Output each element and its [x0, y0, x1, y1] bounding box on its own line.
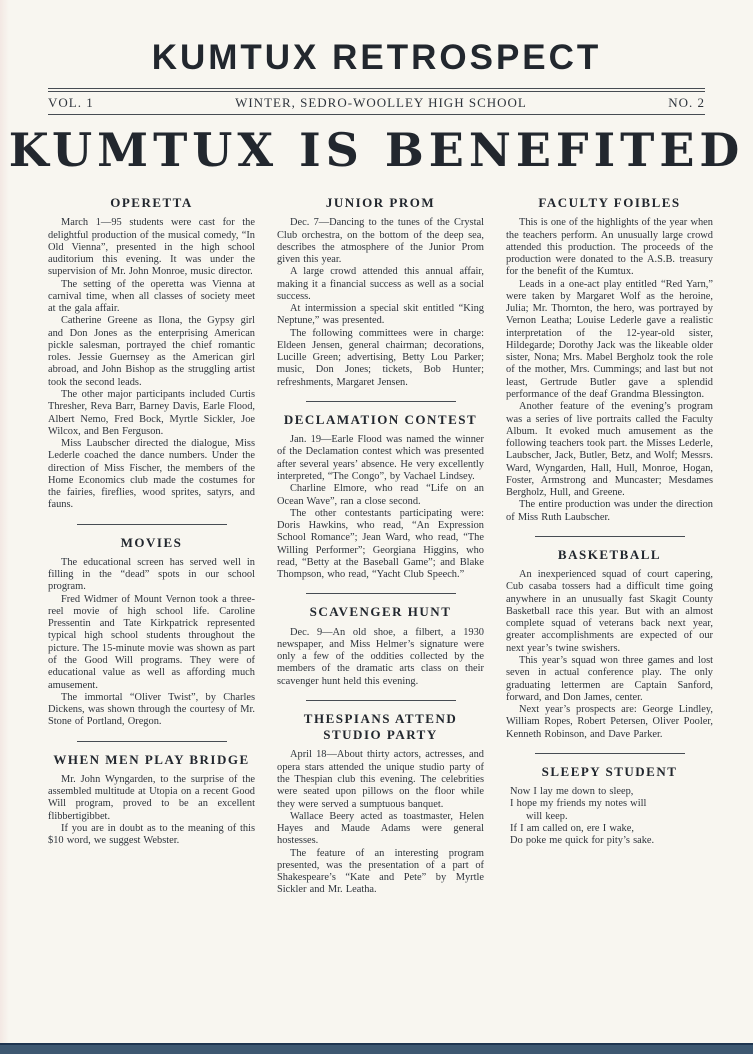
article-paragraph: Dec. 9—An old shoe, a filbert, a 1930 newspaper, and Miss Helmer’s signature were only a few of the oddities collected by the members of the dramatic arts class on their scavenger hunt held this evening. — [277, 626, 484, 687]
poem-line: Do poke me quick for pity’s sake. — [510, 835, 655, 847]
article-paragraph: Leads in a one-act play entitled “Red Yarn,” were taken by Margaret Wolf as the heroine, Julia; Mr. Thornton, the hero, was portrayed by Vernon Leatha; Louise Lederle gave a realistic interpretation of the 12-year-old sister, Hildegarde; Dorothy Jack was the likeable older sister, Nona; Mrs. Mabel Bergholz took the role of the mother, Mrs. Cummings; and last but not least, Gertrude Butler gave a splendid performance of the deaf Grandma Blessington. — [506, 278, 713, 400]
article-paragraph: Charline Elmore, who read “Life on an Ocean Wave”, ran a close second. — [277, 483, 484, 507]
article-title: OPERETTA — [110, 195, 193, 210]
article-paragraph: This year’s squad won three games and lost seven in actual conference play. The only graduating lettermen are Captain Sanford, forward, and Don James, center. — [506, 655, 713, 703]
article-paragraph: At intermission a special skit entitled “King Neptune,” was presented. — [277, 303, 484, 327]
volume-label: VOL. 1 — [48, 95, 94, 110]
infobar-bottom-rule — [48, 114, 705, 115]
news-columns — [0, 187, 753, 899]
article-paragraph: Another feature of the evening’s program was a series of live portraits called the Faculty Album. It evoked much amusement as the following teachers took part. the Misses Lederle, Laubscher, Jack, Butler, Betz, and Wolf; Messrs. Ward, Wyngarden, Hall, Hull, Monroe, Hogan, Foster, Armstrong and Muncaster; Mesdames Bergholz, Hull, and Greene. — [506, 401, 713, 499]
article-divider — [77, 524, 227, 525]
article-title: BASKETBALL — [557, 546, 662, 562]
article-title: MOVIES — [120, 534, 183, 550]
article-divider — [306, 401, 456, 402]
article-paragraph: Wallace Beery acted as toastmaster, Helen Hayes and Maude Adams were general hostesses. — [277, 810, 484, 847]
article-paragraph: The setting of the operetta was Vienna at carnival time, when all classes of society meet at the gala affair. — [48, 278, 255, 315]
poem-line: Now I lay me down to sleep, — [510, 786, 634, 798]
article-title: THESPIANS ATTEND STUDIO PARTY — [303, 710, 458, 743]
article-title: SCAVENGER HUNT — [309, 604, 452, 620]
page-bottom-strip — [0, 1043, 753, 1054]
article-paragraph: Miss Laubscher directed the dialogue, Miss Lederle coached the dance numbers. Under the direction of Miss Fischer, the members of the Home Economics club made the costumes for the fairies, fireflies, wood sprites, satyrs, and fauns. — [48, 438, 255, 511]
article-title: WHEN MEN PLAY BRIDGE — [53, 751, 250, 767]
article-paragraph: An inexperienced squad of court capering, Cub casaba tossers had a difficult time going anywhere in an unusually fast Skagit County Basketball race this year. But with an almost complete squad of veterans back next year, greater accomplishments are expected of our next year’s twine swishers. — [506, 569, 713, 654]
article-title: SLEEPY STUDENT — [541, 763, 678, 779]
article-paragraph: The immortal “Oliver Twist”, by Charles Dickens, was shown through the courtesy of Mr. Stone of Portland, Oregon. — [48, 691, 255, 728]
article-paragraph: The educational screen has served well in filling in the “dead” spots in our school program. — [48, 556, 255, 593]
article-paragraph: The entire production was under the direction of Miss Ruth Laubscher. — [506, 499, 713, 523]
news-column-3 — [506, 191, 713, 899]
article-junior-prom — [277, 195, 484, 389]
masthead-rule — [48, 88, 705, 92]
article-thespians-studio-party — [277, 711, 484, 897]
article-sleepy-student — [506, 764, 713, 848]
article-paragraph: A large crowd attended this annual affair, making it a financial success as well as a social success. — [277, 266, 484, 302]
poem-line: will keep. — [526, 810, 568, 822]
article-paragraph: Fred Widmer of Mount Vernon took a three-reel movie of high school life. Caroline Pressentin and Tate Kirkpatrick represented typical high school students throughout the picture. The 15-minute movie was shown as part of the Good Will programs. They were of educational value as well as affording much amusement. — [48, 593, 255, 691]
article-paragraph: March 1—95 students were cast for the delightful production of the musical comedy, “In Old Vienna”, presented in the high school auditorium this evening. It was under the supervision of Mr. John Monroe, music director. — [48, 217, 255, 278]
article-divider — [306, 593, 456, 594]
masthead-title: KUMTUX RETROSPECT — [151, 38, 602, 77]
poem-line: I hope my friends my notes will — [510, 798, 647, 810]
article-title: DECLAMATION CONTEST — [283, 411, 478, 427]
article-paragraph: Mr. John Wyngarden, to the surprise of the assembled multitude at Utopia on a recent Good Will program, proved to be an excellent flibbertigibbet. — [48, 773, 255, 822]
article-paragraph: The other major participants included Curtis Thresher, Reva Barr, Barney Davis, Earle Flood, Albert Nemo, Fred Bock, Myrtle Sickler, Joe Wilcox, and Ben Ferguson. — [48, 388, 255, 437]
article-declamation-contest — [277, 412, 484, 581]
article-divider — [535, 536, 685, 537]
article-basketball — [506, 547, 713, 741]
article-scavenger-hunt — [277, 604, 484, 688]
article-operetta — [48, 195, 255, 512]
article-paragraph: April 18—About thirty actors, actresses, and opera stars attended the unique studio party of the Thespian club this evening. The celebrities were seated upon pillows on the floor while they were served a sumptuous banquet. — [277, 749, 484, 810]
masthead-infobar — [48, 95, 705, 111]
article-paragraph: The other contestants participating were: Doris Hawkins, who read, “An Expression School Romance”; Jean Ward, who read, “The Willing Performer”; Georgiana Higgins, who read, “Betty at the Baseball Game”; and Blake Thompson, who read, “Yacht Club Speech.” — [277, 507, 484, 581]
article-paragraph: This is one of the highlights of the year when the teachers perform. An unusually large crowd attended this production. The proceeds of the production were donated to the A.S.B. treasury for the benefit of the Kumtux. — [506, 217, 713, 278]
news-column-1 — [48, 191, 255, 899]
article-divider — [306, 700, 456, 701]
article-paragraph: Jan. 19—Earle Flood was named the winner of the Declamation contest which was presented after several years’ absence. He very excellently interpreted, “The Congo”, by Vachael Lindsey. — [277, 434, 484, 483]
article-title: FACULTY FOIBLES — [538, 195, 681, 210]
issue-number-label: NO. 2 — [668, 95, 705, 110]
article-when-men-play-bridge — [48, 752, 255, 848]
page-left-edge — [0, 0, 9, 1054]
article-movies — [48, 535, 255, 729]
article-title: JUNIOR PROM — [325, 195, 436, 210]
article-paragraph: Dec. 7—Dancing to the tunes of the Crystal Club orchestra, on the bottom of the deep sea, describes the atmosphere of the Junior Prom given this year. — [277, 217, 484, 266]
poem-line: If I am called on, ere I wake, — [510, 822, 634, 834]
article-paragraph: The feature of an interesting program presented, was the presentation of a part of Shakespeare’s “Kate and Pete” by Myrtle Sickler and Mr. Leatha. — [277, 847, 484, 896]
article-divider — [77, 741, 227, 742]
article-paragraph: Catherine Greene as Ilona, the Gypsy girl and Don Jones as the enterprising American pickle salesman, portrayed the chief romantic roles. Jessie Guernsey as the American girl abroad, and John Bishop as the struggling artist took the second leads. — [48, 315, 255, 388]
article-faculty-foibles — [506, 195, 713, 524]
article-divider — [535, 753, 685, 754]
news-column-2 — [277, 191, 484, 899]
main-headline: KUMTUX IS BENEFITED — [8, 123, 745, 177]
article-paragraph: The following committees were in charge: Eldeen Jensen, general chairman; decorations, Lucille Green; advertising, Betty Lou Parker; music, Don Jones; tickets, Bob Hunter; refreshments, Margaret Jensen. — [277, 327, 484, 388]
article-paragraph: If you are in doubt as to the meaning of this $10 word, we suggest Webster. — [48, 822, 255, 847]
article-paragraph: Next year’s prospects are: George Lindley, William Ropes, Robert Petersen, Oliver Pooler, Kenneth Robinson, and Dave Parker. — [506, 704, 713, 740]
edition-label: WINTER, SEDRO-WOOLLEY HIGH SCHOOL — [235, 95, 527, 110]
